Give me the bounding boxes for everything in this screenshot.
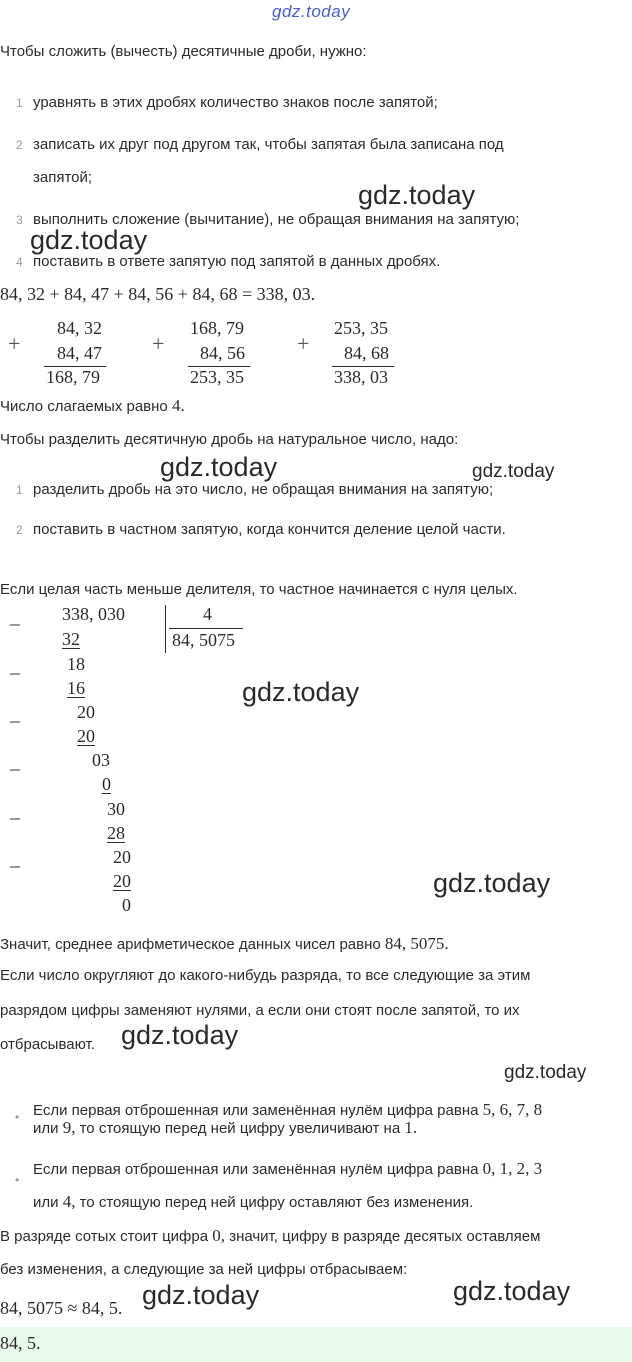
site-logo[interactable]: gdz.today — [272, 2, 351, 21]
addend-b: 84, 56 — [200, 343, 245, 363]
subtrahend: 20 — [113, 871, 131, 891]
final-line: значит, цифру в разряде десятых оставляем — [229, 1228, 541, 1245]
addend-a: 84, 32 — [57, 318, 102, 338]
column-sum: 253, 35 — [190, 367, 244, 387]
watermark-text: gdz.today — [142, 1280, 260, 1310]
step-text: поставить в частном запятую, когда кончится деление целой части. — [33, 521, 506, 538]
remainder: 03 — [92, 750, 110, 770]
minus-sign: _ — [10, 606, 20, 628]
watermark-text: gdz.today — [433, 868, 551, 898]
column-sum: 338, 03 — [334, 367, 388, 387]
addend-a: 253, 35 — [334, 318, 388, 338]
watermark-text: gdz.today — [30, 225, 148, 255]
bullet-math: 9, — [62, 1118, 76, 1137]
watermark-text: gdz.today — [358, 180, 476, 210]
quotient: 84, 5075 — [172, 630, 235, 650]
step-text: уравнять в этих дробях количество знаков после запятой; — [33, 94, 438, 111]
divisor: 4 — [203, 604, 212, 624]
column-sum: 168, 79 — [46, 367, 100, 387]
bullet-line: или — [33, 1120, 59, 1137]
addend-b: 84, 68 — [344, 343, 389, 363]
answer-box — [0, 1327, 632, 1362]
plus-sign: + — [8, 331, 21, 356]
final-math: 0, — [212, 1226, 226, 1245]
answer-value: 84, 5. — [0, 1333, 41, 1353]
bullet-math: 5, 6, 7, 8 — [482, 1100, 543, 1119]
mean-result-value: 84, 5075. — [384, 934, 449, 953]
step-number: 1 — [16, 96, 23, 110]
minus-sign: _ — [10, 655, 20, 677]
step-text-continued: запятой; — [33, 169, 93, 186]
addend-count — [0, 396, 185, 417]
step-text: разделить дробь на это число, не обращая внимания на запятую; — [33, 481, 494, 498]
addition-rule-intro: Чтобы сложить (вычесть) десятичные дроби, нужно: — [0, 43, 367, 60]
final-explanation — [0, 1226, 540, 1247]
subtrahend: 20 — [77, 726, 95, 746]
bullet-line: то стоящую перед ней цифру оставляют без изменения. — [79, 1194, 474, 1211]
sum-equation: 84, 32 + 84, 47 + 84, 56 + 84, 68 = 338, 03. — [0, 284, 316, 304]
subtrahend: 0 — [102, 774, 111, 794]
watermark-text: gdz.today — [242, 677, 360, 707]
bullet-line: Если первая отброшенная или заменённая нулём цифра равна — [33, 1102, 479, 1119]
watermark-text: gdz.today — [453, 1276, 571, 1306]
remainder: 18 — [67, 654, 85, 674]
final-line: В разряде сотых стоит цифра — [0, 1228, 209, 1245]
final-explanation: без изменения, а следующие за ней цифры отбрасываем: — [0, 1261, 408, 1278]
step-number: 1 — [16, 483, 23, 497]
mean-result — [0, 934, 449, 955]
plus-sign: + — [297, 331, 310, 356]
step-number: 2 — [16, 138, 23, 152]
rounding-rule: разрядом цифры заменяют нулями, а если они стоят после запятой, то их — [0, 1002, 520, 1019]
remainder: 20 — [113, 847, 131, 867]
step-number: 2 — [16, 523, 23, 537]
subtrahend: 32 — [62, 629, 80, 649]
step-text: записать их друг под другом так, чтобы запятая была записана под — [33, 136, 504, 153]
remainder: 30 — [107, 799, 125, 819]
rounding-rule: Если число округляют до какого-нибудь разряда, то все следующие за этим — [0, 967, 531, 984]
minus-sign: _ — [10, 703, 20, 725]
addend-count-value: 4. — [171, 396, 185, 415]
bullet-line: или — [33, 1194, 59, 1211]
watermark-text: gdz.today — [504, 1062, 587, 1083]
watermark-text: gdz.today — [160, 452, 278, 482]
division-note: Если целая часть меньше делителя, то частное начинается с нуля целых. — [0, 581, 518, 598]
step-text: выполнить сложение (вычитание), не обращая внимания на запятую; — [33, 211, 520, 228]
minus-sign: _ — [10, 848, 20, 870]
addend-count-text: Число слагаемых равно — [0, 398, 168, 415]
bullet-text — [33, 1192, 473, 1213]
subtrahend: 28 — [107, 823, 125, 843]
watermark-text: gdz.today — [472, 461, 555, 482]
step-number: 4 — [16, 255, 23, 269]
subtrahend: 16 — [67, 678, 85, 698]
remainder: 20 — [77, 702, 95, 722]
bullet-marker: • — [15, 1110, 20, 1124]
addend-b: 84, 47 — [57, 343, 102, 363]
bullet-text — [33, 1159, 542, 1180]
step-number: 3 — [16, 213, 23, 227]
approximation: 84, 5075 ≈ 84, 5. — [0, 1298, 123, 1318]
bullet-marker: • — [15, 1173, 20, 1187]
step-text: поставить в ответе запятую под запятой в данных дробях. — [33, 253, 441, 270]
bullet-line: то стоящую перед ней цифру увеличивают на — [79, 1120, 401, 1137]
dividend: 338, 030 — [62, 604, 125, 624]
plus-sign: + — [152, 331, 165, 356]
bullet-math: 0, 1, 2, 3 — [482, 1159, 543, 1178]
final-remainder: 0 — [122, 895, 131, 915]
divisor-line — [169, 628, 243, 629]
bullet-line: Если первая отброшенная или заменённая нулём цифра равна — [33, 1161, 479, 1178]
minus-sign: _ — [10, 800, 20, 822]
bullet-text — [33, 1118, 417, 1139]
division-rule-intro: Чтобы разделить десятичную дробь на натуральное число, надо: — [0, 431, 459, 448]
bullet-math: 1. — [404, 1118, 418, 1137]
addend-a: 168, 79 — [190, 318, 244, 338]
division-vertical-line — [165, 605, 167, 653]
bullet-math: 4, — [62, 1192, 76, 1211]
minus-sign: _ — [10, 751, 20, 773]
rounding-rule: отбрасывают. — [0, 1036, 95, 1053]
watermark-text: gdz.today — [121, 1020, 239, 1050]
mean-result-text: Значит, среднее арифметическое данных чисел равно — [0, 936, 381, 953]
